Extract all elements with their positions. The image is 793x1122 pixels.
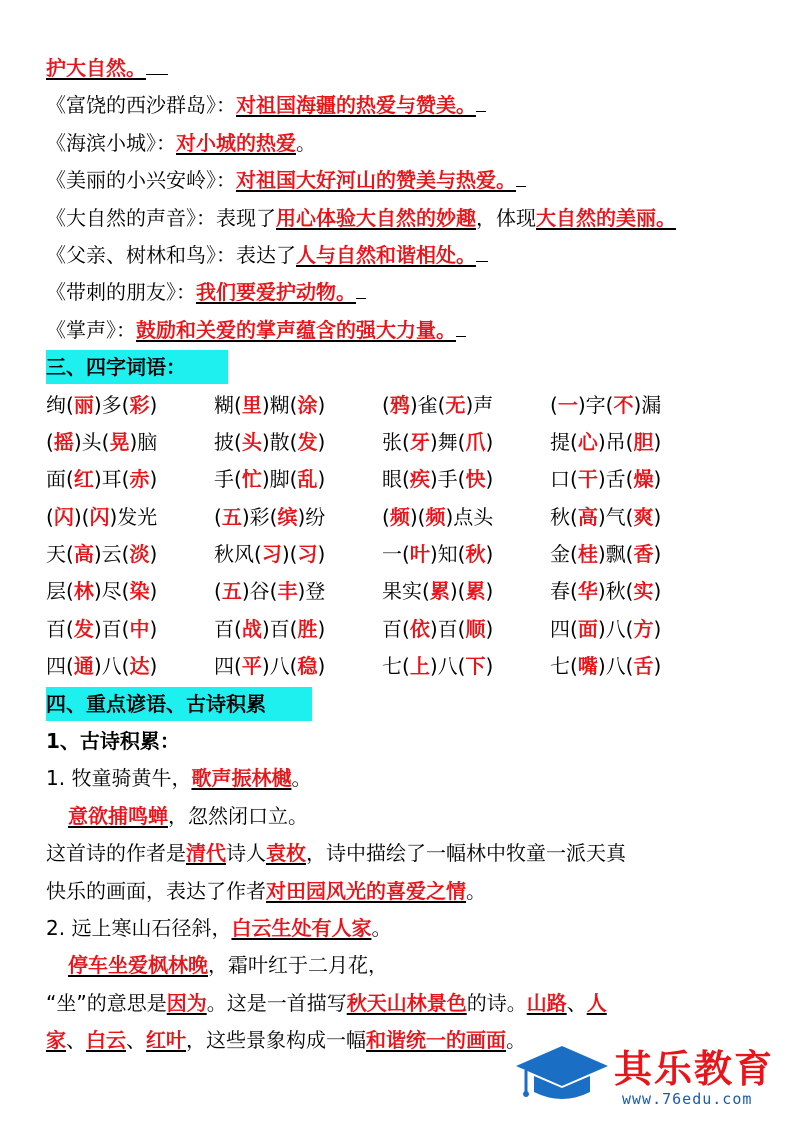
idiom-item (46, 648, 214, 685)
idiom-blank: (不) (605, 392, 642, 417)
idiom-item (46, 461, 214, 498)
idiom-char: 糊 (269, 392, 290, 417)
idiom-char: 秋 (214, 542, 234, 567)
line-text: 、 (66, 1028, 86, 1053)
idiom-blank: (红) (66, 467, 102, 492)
line-text: 。 (506, 1028, 526, 1053)
idiom-blank: (舌) (625, 654, 662, 679)
idiom-blank: (彩) (121, 392, 158, 417)
line-text: 《美丽的小兴安岭》： (46, 168, 236, 193)
idiom-char: 漏 (641, 392, 662, 417)
text-line (46, 200, 756, 237)
idiom-char: 云 (101, 542, 122, 567)
idiom-char: 春 (550, 579, 570, 604)
text-line (46, 162, 756, 199)
idiom-char: 百 (214, 616, 234, 641)
answer-text: 秋天山林景色 (346, 990, 467, 1015)
idiom-char: 秋 (550, 504, 570, 529)
line-text: 诗人 (226, 841, 266, 866)
idiom-char: 耳 (101, 467, 122, 492)
idiom-char: 百 (382, 616, 402, 641)
idiom-item (214, 648, 382, 685)
text-line (46, 274, 756, 311)
idiom-char: 彩 (249, 504, 270, 529)
idiom-blank: (无) (437, 392, 474, 417)
idiom-char: 层 (46, 579, 66, 604)
idiom-blank: (赤) (121, 467, 158, 492)
answer-text: 对祖国海疆的热爱与赞美。 (236, 93, 476, 118)
idiom-blank: (干) (570, 467, 606, 492)
answer-text: 歌声振林樾 (191, 766, 292, 791)
idiom-blank: (一) (550, 392, 586, 417)
idiom-blank: (方) (625, 616, 662, 641)
idiom-char: 发 (117, 504, 138, 529)
idiom-char: 糊 (214, 392, 234, 417)
answer-text: 我们要爱护动物。 (196, 280, 356, 305)
idiom-blank: (心) (570, 429, 606, 454)
line-text: 。 (296, 130, 316, 155)
idiom-char: 散 (269, 429, 290, 454)
idiom-blank: (头) (234, 429, 270, 454)
line-text: 这首诗的作者是 (46, 841, 186, 866)
idiom-char: 四 (550, 616, 570, 641)
idiom-blank: (五) (214, 579, 250, 604)
idiom-char: 八 (605, 654, 626, 679)
answer-text: 对小城的热爱 (176, 130, 296, 155)
idiom-blank: (面) (570, 616, 606, 641)
idiom-item (382, 573, 550, 610)
line-text: ，这些景象构成一幅 (186, 1028, 366, 1053)
idiom-item (214, 461, 382, 498)
idiom-blank: (疾) (402, 467, 438, 492)
idiom-item (382, 648, 550, 685)
line-text: 快乐的画面，表达了作者 (46, 878, 266, 903)
idiom-blank: (桂) (570, 542, 606, 567)
idiom-blank: (闪) (81, 504, 118, 529)
idiom-blank: (林) (66, 579, 102, 604)
idiom-char: 登 (305, 579, 326, 604)
idiom-blank: (中) (121, 616, 158, 641)
idiom-blank: (闪) (46, 504, 82, 529)
idiom-char: 果 (382, 579, 402, 604)
text-line (46, 125, 756, 162)
idiom-blank: (实) (625, 579, 662, 604)
answer-text: 对祖国大好河山的赞美与热爱。 (236, 168, 516, 193)
idiom-blank: (五) (214, 504, 250, 529)
line-text: 2. 远上寒山石径斜， (46, 915, 232, 940)
idiom-blank: (下) (457, 654, 494, 679)
idiom-char: 百 (437, 616, 458, 641)
answer-text: 大自然的美丽。 (536, 205, 676, 230)
text-line (46, 873, 756, 910)
idiom-char: 八 (101, 654, 122, 679)
idiom-char: 尽 (101, 579, 122, 604)
sub-heading: 1、古诗积累： (46, 729, 180, 754)
idiom-blank: (华) (570, 579, 606, 604)
answer-text: 白云生处有人家 (231, 915, 372, 940)
idiom-char: 头 (81, 429, 102, 454)
idiom-blank: (燥) (625, 467, 662, 492)
answer-text: 鼓励和关爱的掌声蕴含的强大力量。 (136, 317, 456, 342)
idiom-char: 头 (473, 504, 494, 529)
idiom-blank: (战) (234, 616, 270, 641)
idiom-blank: (忙) (234, 467, 270, 492)
line-text: 。这是一首描写 (206, 990, 347, 1015)
idiom-item (46, 499, 214, 536)
idiom-blank: (高) (66, 542, 102, 567)
idiom-item (214, 387, 382, 424)
idiom-blank: (达) (121, 654, 158, 679)
line-text: ，体现 (476, 205, 536, 230)
idiom-blank: (淡) (121, 542, 158, 567)
idiom-char: 雀 (417, 392, 438, 417)
text-line (46, 237, 756, 274)
idiom-blank: (通) (66, 654, 102, 679)
idiom-blank: (缤) (269, 504, 306, 529)
idiom-char: 百 (101, 616, 122, 641)
text-line (46, 312, 756, 349)
idiom-char: 四 (46, 654, 66, 679)
idiom-blank: (依) (402, 616, 438, 641)
poem-line (46, 798, 756, 835)
idiom-item (214, 536, 382, 573)
idiom-char: 吊 (605, 429, 626, 454)
logo (512, 1034, 784, 1114)
idiom-char: 八 (437, 654, 458, 679)
line-text: 。 (291, 766, 312, 791)
idiom-item (382, 424, 550, 461)
idiom-blank: (丽) (66, 392, 102, 417)
idiom-blank: (上) (402, 654, 438, 679)
line-text: 《富饶的西沙群岛》： (46, 93, 236, 118)
idiom-char: 披 (214, 429, 234, 454)
idiom-blank: (稳) (289, 654, 326, 679)
idiom-item (214, 499, 382, 536)
idiom-char: 八 (605, 616, 626, 641)
idiom-item (550, 461, 718, 498)
section-heading: 四、重点谚语、古诗积累 (46, 687, 312, 721)
line-text: ，诗中描绘了一幅林中牧童一派天真 (306, 841, 626, 866)
section-heading-row (46, 349, 756, 386)
line-text: 、 (126, 1028, 146, 1053)
idiom-item (382, 536, 550, 573)
logo-url: www.76edu.com (622, 1090, 753, 1108)
line-text: 《大自然的声音》：表现了 (46, 205, 276, 230)
line-text: 。 (371, 915, 392, 940)
idiom-blank: (嘴) (570, 654, 606, 679)
idiom-char: 气 (605, 504, 626, 529)
idiom-grid (46, 387, 756, 686)
idiom-blank: (乱) (289, 467, 326, 492)
idiom-char: 脑 (137, 429, 158, 454)
idiom-char: 天 (46, 542, 66, 567)
answer-text: 红叶 (146, 1028, 186, 1053)
idiom-blank: (发) (289, 429, 326, 454)
idiom-char: 纷 (305, 504, 326, 529)
answer-text: 人 (586, 990, 607, 1015)
idiom-char: 风 (234, 542, 254, 567)
idiom-item (550, 424, 718, 461)
idiom-blank: (平) (234, 654, 270, 679)
idiom-char: 知 (437, 542, 458, 567)
idiom-blank: (频) (417, 504, 454, 529)
idiom-char: 飘 (605, 542, 626, 567)
answer-text: 用心体验大自然的妙趣 (276, 205, 476, 230)
line-text: 的诗。 (466, 990, 527, 1015)
line-text: 。 (466, 878, 486, 903)
answer-text: 对田园风光的喜爱之情 (266, 878, 466, 903)
idiom-char: 舌 (605, 467, 626, 492)
idiom-char: 舞 (437, 429, 458, 454)
idiom-char: 谷 (249, 579, 270, 604)
idiom-blank: (晃) (101, 429, 138, 454)
section-heading-row (46, 686, 756, 723)
idiom-char: 百 (269, 616, 290, 641)
idiom-item (46, 611, 214, 648)
idiom-char: 光 (137, 504, 158, 529)
idiom-blank: (发) (66, 616, 102, 641)
answer-text: 和谐统一的画面 (366, 1028, 506, 1053)
idiom-blank: (牙) (402, 429, 438, 454)
idiom-char: 面 (46, 467, 66, 492)
idiom-char: 眼 (382, 467, 402, 492)
idiom-item (214, 424, 382, 461)
answer-text: 因为 (166, 990, 207, 1015)
idiom-char: 口 (550, 467, 570, 492)
text-line (46, 985, 756, 1022)
idiom-blank: (频) (382, 504, 418, 529)
idiom-item (382, 461, 550, 498)
idiom-blank: (涂) (289, 392, 326, 417)
answer-text: 人与自然和谐相处。 (296, 242, 476, 267)
idiom-char: 点 (453, 504, 474, 529)
idiom-item (382, 387, 550, 424)
idiom-char: 脚 (269, 467, 290, 492)
text-line (46, 87, 756, 124)
idiom-blank: (摇) (46, 429, 82, 454)
idiom-item (46, 573, 214, 610)
idiom-blank: (累) (457, 579, 494, 604)
idiom-blank: (爪) (457, 429, 494, 454)
document-page (46, 50, 756, 1060)
poem-line (46, 760, 756, 797)
idiom-item (382, 499, 550, 536)
answer-text: 山路 (526, 990, 567, 1015)
answer-text: 停车坐爱枫林晚 (68, 953, 208, 978)
idiom-char: 张 (382, 429, 402, 454)
graduation-cap-icon (512, 1040, 612, 1110)
idiom-blank: (鸦) (382, 392, 418, 417)
idiom-item (550, 387, 718, 424)
text-line (46, 835, 756, 872)
line-text: ，忽然闭口立。 (168, 803, 308, 828)
answer-text: 清代 (186, 841, 226, 866)
idiom-blank: (高) (570, 504, 606, 529)
answer-text: 家 (46, 1028, 66, 1053)
answer-text: 意欲捕鸣蝉 (68, 803, 168, 828)
idiom-char: 提 (550, 429, 570, 454)
idiom-blank: (习) (254, 542, 290, 567)
idiom-blank: (叶) (402, 542, 438, 567)
idiom-blank: (顺) (457, 616, 494, 641)
idiom-blank: (胆) (625, 429, 662, 454)
line-text: 《父亲、树林和鸟》：表达了 (46, 242, 296, 267)
text-line (46, 50, 756, 87)
idiom-char: 绚 (46, 392, 66, 417)
idiom-blank: (习) (289, 542, 326, 567)
line-text: 《掌声》： (46, 317, 136, 342)
idiom-blank: (胜) (289, 616, 326, 641)
idiom-item (46, 536, 214, 573)
idiom-item (382, 611, 550, 648)
idiom-item (550, 611, 718, 648)
idiom-item (550, 536, 718, 573)
line-text: 、 (566, 990, 587, 1015)
idiom-item (46, 424, 214, 461)
idiom-char: 手 (214, 467, 234, 492)
section-heading: 三、四字词语： (46, 350, 228, 384)
idiom-blank: (染) (121, 579, 158, 604)
idiom-char: 字 (585, 392, 606, 417)
idiom-item (550, 573, 718, 610)
idiom-char: 七 (550, 654, 570, 679)
idiom-char: 百 (46, 616, 66, 641)
line-text: 1. 牧童骑黄牛， (46, 766, 192, 791)
idiom-item (550, 499, 718, 536)
idiom-blank: (秋) (457, 542, 494, 567)
idiom-char: 手 (437, 467, 458, 492)
idiom-char: 八 (269, 654, 290, 679)
idiom-item (214, 573, 382, 610)
idiom-char: 实 (402, 579, 422, 604)
poem-line (46, 947, 756, 984)
poem-line (46, 910, 756, 947)
idiom-blank: (爽) (625, 504, 662, 529)
idiom-char: 声 (473, 392, 494, 417)
idiom-item (550, 648, 718, 685)
line-text: ，霜叶红于二月花， (208, 953, 388, 978)
line-text: “坐”的意思是 (46, 990, 167, 1015)
logo-name: 其乐教育 (614, 1047, 775, 1091)
idiom-char: 秋 (605, 579, 626, 604)
idiom-char: 金 (550, 542, 570, 567)
idiom-blank: (丰) (269, 579, 306, 604)
idiom-blank: (快) (457, 467, 494, 492)
idiom-blank: (累) (422, 579, 458, 604)
idiom-item (214, 611, 382, 648)
answer-text: 白云 (86, 1028, 126, 1053)
idiom-char: 七 (382, 654, 402, 679)
answer-text: 护大自然。 (46, 56, 146, 80)
answer-text: 袁枚 (266, 841, 306, 866)
idiom-item (46, 387, 214, 424)
line-text: 《海滨小城》： (46, 130, 176, 155)
idiom-blank: (香) (625, 542, 662, 567)
idiom-blank: (里) (234, 392, 270, 417)
idiom-char: 多 (101, 392, 122, 417)
idiom-char: 一 (382, 542, 402, 567)
idiom-char: 四 (214, 654, 234, 679)
line-text: 《带刺的朋友》： (46, 280, 196, 305)
